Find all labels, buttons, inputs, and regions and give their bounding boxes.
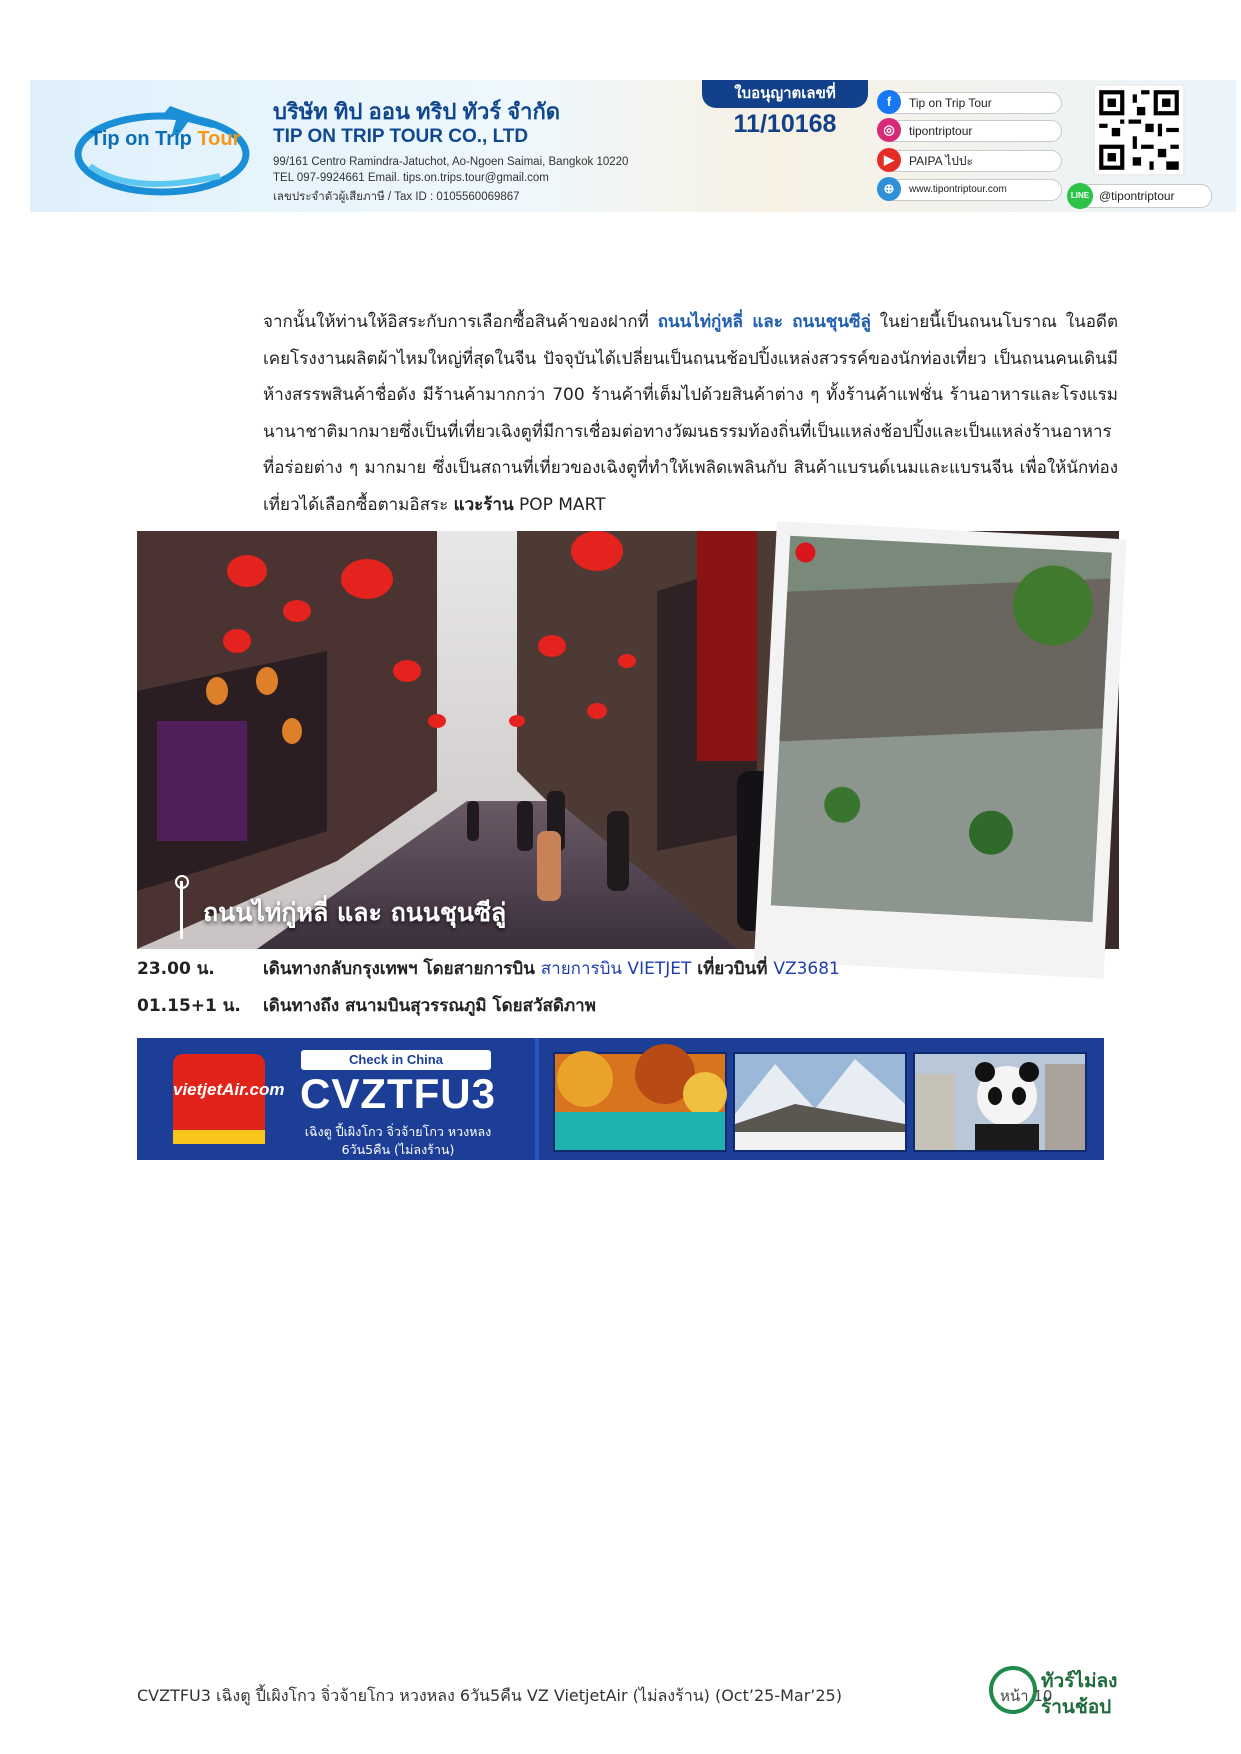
facebook-label: Tip on Trip Tour	[909, 96, 992, 110]
company-address: 99/161 Centro Ramindra-Jatuchot, Ao-Ngoen Saimai, Bangkok 10220	[273, 156, 629, 168]
snow-mountain-photo	[733, 1052, 907, 1152]
photo-caption: ถนนไท่กู่หลี่ และ ถนนชุนซีลู่	[203, 898, 507, 927]
instagram-icon: ◎	[877, 118, 901, 142]
street-photo	[137, 531, 1119, 949]
check-in-badge: Check in China	[301, 1050, 491, 1070]
youtube-icon: ▶	[877, 148, 901, 172]
logo-stripe	[173, 1130, 265, 1144]
website-link[interactable]	[882, 179, 1062, 201]
tour-duration: 6วัน5คืน (ไม่ลงร้าน)	[341, 1142, 455, 1157]
tour-route: เฉิงตู ปี้เผิงโกว จิ่วจ้ายโกว หวงหลง	[304, 1124, 492, 1139]
footer-program-title: CVZTFU3 เฉิงตู ปี้เผิงโกว จิ่วจ้ายโกว หวงหลง 6วัน5คืน VZ VietjetAir (ไม่ลงร้าน) (Oct’25-Mar’25)	[137, 1686, 842, 1705]
para-bold-stop: แวะร้าน	[453, 494, 514, 515]
company-header-banner	[30, 80, 1236, 212]
company-tax-id: เลขประจำตัวผู้เสียภาษี / Tax ID : 0105560069867	[273, 191, 520, 203]
instagram-link[interactable]	[882, 120, 1062, 142]
street-name-highlight: ถนนไท่กู่หลี่ และ ถนนชุนซีลู่	[657, 312, 871, 332]
page-number: หน้า 10	[1000, 1687, 1053, 1705]
license-label: ใบอนุญาตเลขที่	[702, 80, 868, 108]
logo-line-2: ร้านช้อป	[1041, 1696, 1112, 1718]
company-contact: TEL 097-9924661 Email. tips.on.trips.tour@gmail.com	[273, 172, 549, 184]
para-text-3: POP MART	[513, 494, 606, 515]
tour-program-banner	[137, 1038, 1104, 1160]
para-text-2: ในย่ายนี้เป็นถนนโบราณ ในอดีตเคยโรงงานผลิตผ้าไหมใหญ่ที่สุดในจีน ปัจจุบันได้เปลี่ยนเป็นถนนช้อปปิ้งแหล่งสวรรค์ของนักท่องเที่ยว เป็นถนนคนเดินมีห้างสรรพสินค้าชื่อดัง มีร้านค้ามากกว่า 700 ร้านค้าที่เต็มไปด้วยสินค้าต่าง ๆ ทั้งร้านค้าแฟชั่น ร้านอาหารและโรงแรมนานาชาติมากมายซึ่งเป็นที่เที่ยวเฉิงตูที่มีการเชื่อมต่อทางวัฒนธรรมท้องถิ่นที่เป็นแหล่งช้อปปิ้งและเป็นแหล่งร้านอาหารที่อร่อยต่าง ๆ มากมาย ซึ่งเป็นสถานที่เที่ยวของเฉิงตูที่ทำให้เพลิดเพลินกับ สินค้าแบรนด์เนมและแบรนจีน เพื่อให้นักท่องเที่ยวได้เลือกซื้อตามอิสระ	[263, 312, 1119, 515]
company-name-english: TIP ON TRIP TOUR CO., LTD	[273, 126, 529, 147]
line-label: @tipontriptour	[1099, 189, 1175, 203]
schedule-time: 23.00 น.	[137, 959, 215, 979]
autumn-lake-photo	[553, 1052, 727, 1152]
facebook-link[interactable]	[882, 92, 1062, 114]
street-photo-collage	[137, 531, 1119, 949]
line-icon: LINE	[1067, 183, 1093, 209]
facebook-icon: f	[877, 90, 901, 114]
vietjet-logo-text: vietjetAir.com	[173, 1080, 285, 1099]
banner-divider	[535, 1038, 539, 1160]
license-block	[702, 80, 868, 142]
line-link[interactable]	[1070, 184, 1212, 208]
logo-line-1: ทัวร์ไม่ลง	[1041, 1670, 1118, 1692]
qr-code-icon[interactable]	[1093, 84, 1185, 176]
flight-label: เที่ยวบินที่	[691, 959, 774, 979]
flight-number: VZ3681	[773, 959, 840, 979]
caption-marker-line	[180, 881, 183, 939]
return-flight-text: เดินทางกลับกรุงเทพฯ โดยสายการบิน	[263, 959, 541, 979]
license-number: 11/10168	[733, 110, 837, 138]
youtube-label: PAIPA ไปปะ	[909, 154, 973, 168]
instagram-label: tipontriptour	[909, 124, 973, 138]
panda-statue-photo	[913, 1052, 1087, 1152]
airline-name: สายการบิน VIETJET	[540, 959, 692, 979]
shopping-street-description	[263, 304, 1118, 523]
tour-code: CVZTFU3	[300, 1070, 496, 1117]
website-label: www.tipontriptour.com	[909, 184, 1007, 195]
vietjet-logo	[173, 1054, 285, 1144]
schedule-desc: เดินทางถึง สนามบินสุวรรณภูมิ โดยสวัสดิภาพ	[263, 996, 596, 1016]
para-text-1: จากนั้นให้ท่านให้อิสระกับการเลือกซื้อสินค้าของฝากที่	[263, 312, 658, 332]
logo-wordmark: Tip on Trip Tour	[90, 128, 241, 150]
globe-icon: ⊕	[877, 177, 901, 201]
schedule-time: 01.15+1 น.	[137, 996, 241, 1016]
company-name-thai: บริษัท ทิป ออน ทริป ทัวร์ จำกัด	[273, 99, 561, 124]
schedule-desc	[263, 955, 840, 982]
youtube-link[interactable]	[882, 150, 1062, 172]
